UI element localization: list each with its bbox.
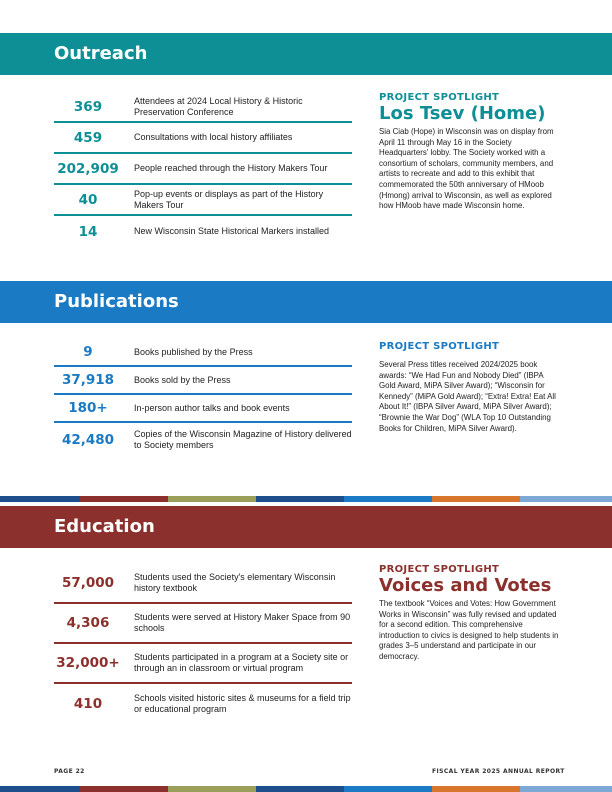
page-number: PAGE 22 — [54, 768, 85, 775]
stripe-segment — [0, 496, 80, 502]
stat-row — [54, 92, 352, 123]
stat-value: 42,480 — [61, 432, 115, 448]
stat-row — [54, 367, 352, 395]
stat-value: 459 — [73, 129, 103, 146]
color-stripe-divider — [0, 496, 612, 502]
stat-label: People reached through the History Makers Tour — [134, 163, 328, 173]
stripe-segment — [256, 496, 344, 502]
stat-value: 40 — [78, 191, 98, 208]
stripe-segment — [432, 496, 520, 502]
stripe-segment — [256, 786, 344, 792]
stripe-segment — [0, 786, 80, 792]
stat-label: Consultations with local history affiliates — [134, 132, 293, 142]
stat-row — [54, 684, 352, 724]
stat-row — [54, 395, 352, 423]
spotlight-body: Sia Ciab (Hope) in Wisconsin was on display from April 11 through May 16 in the Society Headquarters' lobby. The Society worked with a consortium of scholars, community members, and artists to recreate and add to this exhibit that commemorated the 50th anniversary of HMoob (Hmong) arrival to Wisconsin, as well as explored how HMoob have made Wisconsin home. — [379, 127, 554, 211]
stat-row — [54, 339, 352, 367]
stripe-segment — [520, 496, 612, 502]
spotlight-body: The textbook “Voices and Votes: How Government Works in Wisconsin” was fully revised and updated for a second edition. This comprehensive introduction to civics is designed to help students in grades 3–5 understand and participate in our democracy. — [379, 599, 559, 661]
stripe-segment — [168, 496, 256, 502]
publications-section-heading: Publications — [0, 281, 612, 323]
spotlight-label: PROJECT SPOTLIGHT — [379, 564, 500, 575]
stripe-segment — [80, 786, 168, 792]
stripe-segment — [344, 496, 432, 502]
stat-label: Schools visited historic sites & museums for a field trip or educational program — [134, 693, 351, 714]
color-stripe-footer — [0, 786, 612, 792]
stripe-segment — [344, 786, 432, 792]
stat-label: In-person author talks and book events — [134, 402, 290, 413]
stripe-segment — [168, 786, 256, 792]
education-project-spotlight — [379, 564, 559, 663]
spotlight-label: PROJECT SPOTLIGHT — [379, 92, 500, 103]
stat-row — [54, 123, 352, 154]
stat-value: 37,918 — [61, 372, 115, 388]
spotlight-title: Los Tsev (Home) — [379, 103, 546, 124]
stat-row — [54, 604, 352, 644]
stat-label: Books published by the Press — [134, 346, 253, 357]
stat-label: Attendees at 2024 Local History & Historic Preservation Conference — [134, 95, 303, 117]
stat-row — [54, 564, 352, 604]
education-stats-list — [54, 564, 352, 724]
spotlight-title: Voices and Votes — [379, 575, 552, 596]
spotlight-label: PROJECT SPOTLIGHT — [379, 341, 500, 352]
stat-row — [54, 644, 352, 684]
outreach-section-heading: Outreach — [0, 33, 612, 75]
stat-label: Students participated in a program at a Society site or through an in classroom or virtual program — [134, 652, 349, 673]
stat-row — [54, 154, 352, 185]
education-section-heading: Education — [0, 506, 612, 548]
outreach-project-spotlight — [379, 92, 559, 212]
stat-value: 14 — [78, 223, 98, 240]
stripe-segment — [432, 786, 520, 792]
stat-value: 410 — [73, 696, 103, 712]
stripe-segment — [520, 786, 612, 792]
stat-row — [54, 423, 352, 457]
stat-row — [54, 185, 352, 216]
stat-value: 9 — [83, 344, 93, 360]
stat-label: Pop-up events or displays as part of the History Makers Tour — [134, 188, 324, 210]
stat-label: New Wisconsin State Historical Markers installed — [134, 226, 330, 236]
stat-row — [54, 216, 352, 247]
report-title: FISCAL YEAR 2025 ANNUAL REPORT — [432, 768, 565, 775]
stat-label: Copies of the Wisconsin Magazine of History delivered to Society members — [134, 429, 352, 450]
publications-project-spotlight — [379, 341, 559, 434]
spotlight-body: Several Press titles received 2024/2025 book awards: “We Had Fun and Nobody Died” (IBPA Gold Award, MiPA Silver Award); “Wisconsin for Kennedy” (MiPA Gold Award); “Extra! Extra! Eat All About It!” (IBPA Silver Award, MiPA Silver Award); “Brownie the War Dog” (WLA Top 10 Outstanding Books for Children, MiPA Silver Award). — [379, 360, 556, 433]
stat-value: 180+ — [68, 400, 108, 416]
stat-value: 32,000+ — [56, 655, 120, 671]
stat-label: Books sold by the Press — [134, 374, 231, 385]
stat-label: Students used the Society's elementary Wisconsin history textbook — [134, 572, 336, 593]
stat-label: Students were served at History Maker Space from 90 schools — [134, 612, 351, 633]
stat-value: 369 — [73, 98, 103, 115]
publications-stats-list — [54, 339, 352, 457]
outreach-stats-list — [54, 92, 352, 247]
stat-value: 4,306 — [66, 615, 110, 631]
stat-value: 202,909 — [57, 160, 119, 177]
stat-value: 57,000 — [61, 575, 115, 591]
stripe-segment — [80, 496, 168, 502]
